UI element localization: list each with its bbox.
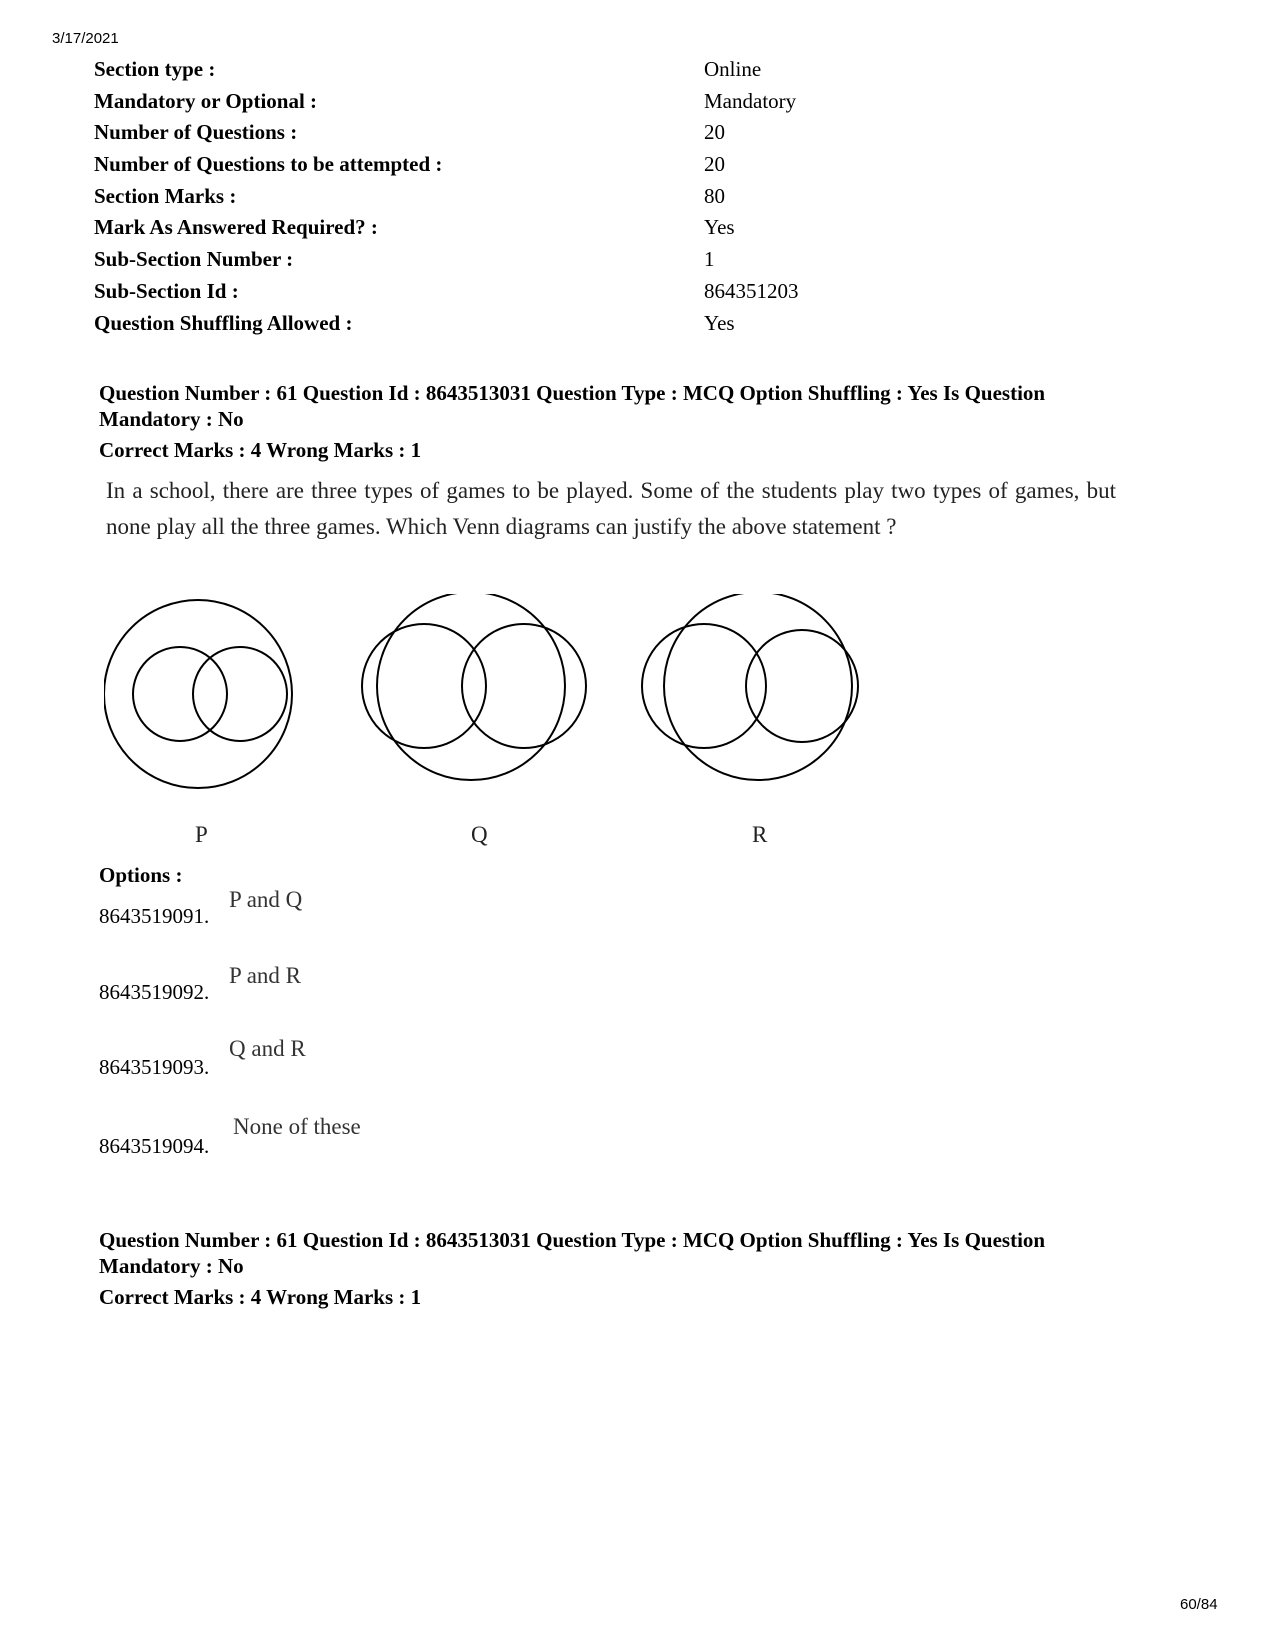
section-info-value: 80 [704, 183, 725, 208]
question-header [99, 1227, 1159, 1279]
venn-diagram-r [642, 594, 858, 780]
question-marks: Correct Marks : 4 Wrong Marks : 1 [99, 1285, 422, 1309]
section-info-key: Sub-Section Number : [94, 247, 294, 272]
option-id: 8643519092. [99, 980, 210, 1004]
section-info-key: Question Shuffling Allowed : [94, 310, 353, 335]
section-info-value: Yes [704, 215, 735, 240]
section-info-row [94, 152, 854, 184]
section-info-row [94, 279, 854, 311]
diagram-label-q: Q [471, 822, 488, 847]
section-info-value: Yes [704, 310, 735, 335]
section-info-row [94, 184, 854, 216]
options-label: Options : [99, 863, 183, 887]
section-info-key: Section Marks : [94, 183, 237, 208]
venn-diagram-q [362, 594, 586, 780]
section-info-key: Mark As Answered Required? : [94, 215, 378, 240]
option-id: 8643519091. [99, 904, 210, 928]
option-id: 8643519093. [99, 1055, 210, 1079]
question-header [99, 380, 1159, 432]
option-text: Q and R [229, 1036, 306, 1061]
venn-diagrams [104, 594, 864, 804]
section-info-row [94, 120, 854, 152]
question-text: In a school, there are three types of games to be played. Some of the students play two types of games, but none play all the three games. Which Venn diagrams can justify the above statement ? [106, 478, 1116, 539]
diagram-label-r: R [752, 822, 768, 847]
option-id: 8643519094. [99, 1134, 210, 1158]
diagram-label-p: P [195, 822, 208, 847]
section-info-row [94, 89, 854, 121]
question-header-line1: Question Number : 61 Question Id : 8643513031 Question Type : MCQ Option Shuffling : Yes Is Question [99, 381, 1046, 405]
option-text: P and Q [229, 887, 303, 912]
section-info-value: 864351203 [704, 278, 799, 303]
option-text: None of these [233, 1114, 361, 1139]
question-marks: Correct Marks : 4 Wrong Marks : 1 [99, 438, 422, 462]
section-info-key: Section type : [94, 57, 216, 81]
venn-diagram-p [104, 600, 292, 788]
section-info-value: Online [704, 57, 762, 81]
section-info-row [94, 247, 854, 279]
section-info-value: Mandatory [704, 88, 797, 113]
section-info-row [94, 311, 854, 343]
question-header-line2: Mandatory : No [99, 1254, 244, 1278]
section-info-key: Sub-Section Id : [94, 278, 239, 303]
section-info-key: Mandatory or Optional : [94, 88, 318, 113]
section-info-value: 20 [704, 152, 725, 177]
section-info-value: 20 [704, 120, 725, 145]
question-header-line1: Question Number : 61 Question Id : 8643513031 Question Type : MCQ Option Shuffling : Yes Is Question [99, 1228, 1046, 1252]
section-info-key: Number of Questions : [94, 120, 298, 145]
section-info-value: 1 [704, 247, 715, 272]
page-number: 60/84 [1180, 1596, 1218, 1613]
option-text: P and R [229, 963, 301, 988]
section-info-row [94, 215, 854, 247]
section-info-row [94, 57, 854, 89]
print-date: 3/17/2021 [52, 30, 119, 47]
question-header-line2: Mandatory : No [99, 407, 244, 431]
section-info-table [94, 57, 854, 342]
section-info-key: Number of Questions to be attempted : [94, 152, 443, 177]
